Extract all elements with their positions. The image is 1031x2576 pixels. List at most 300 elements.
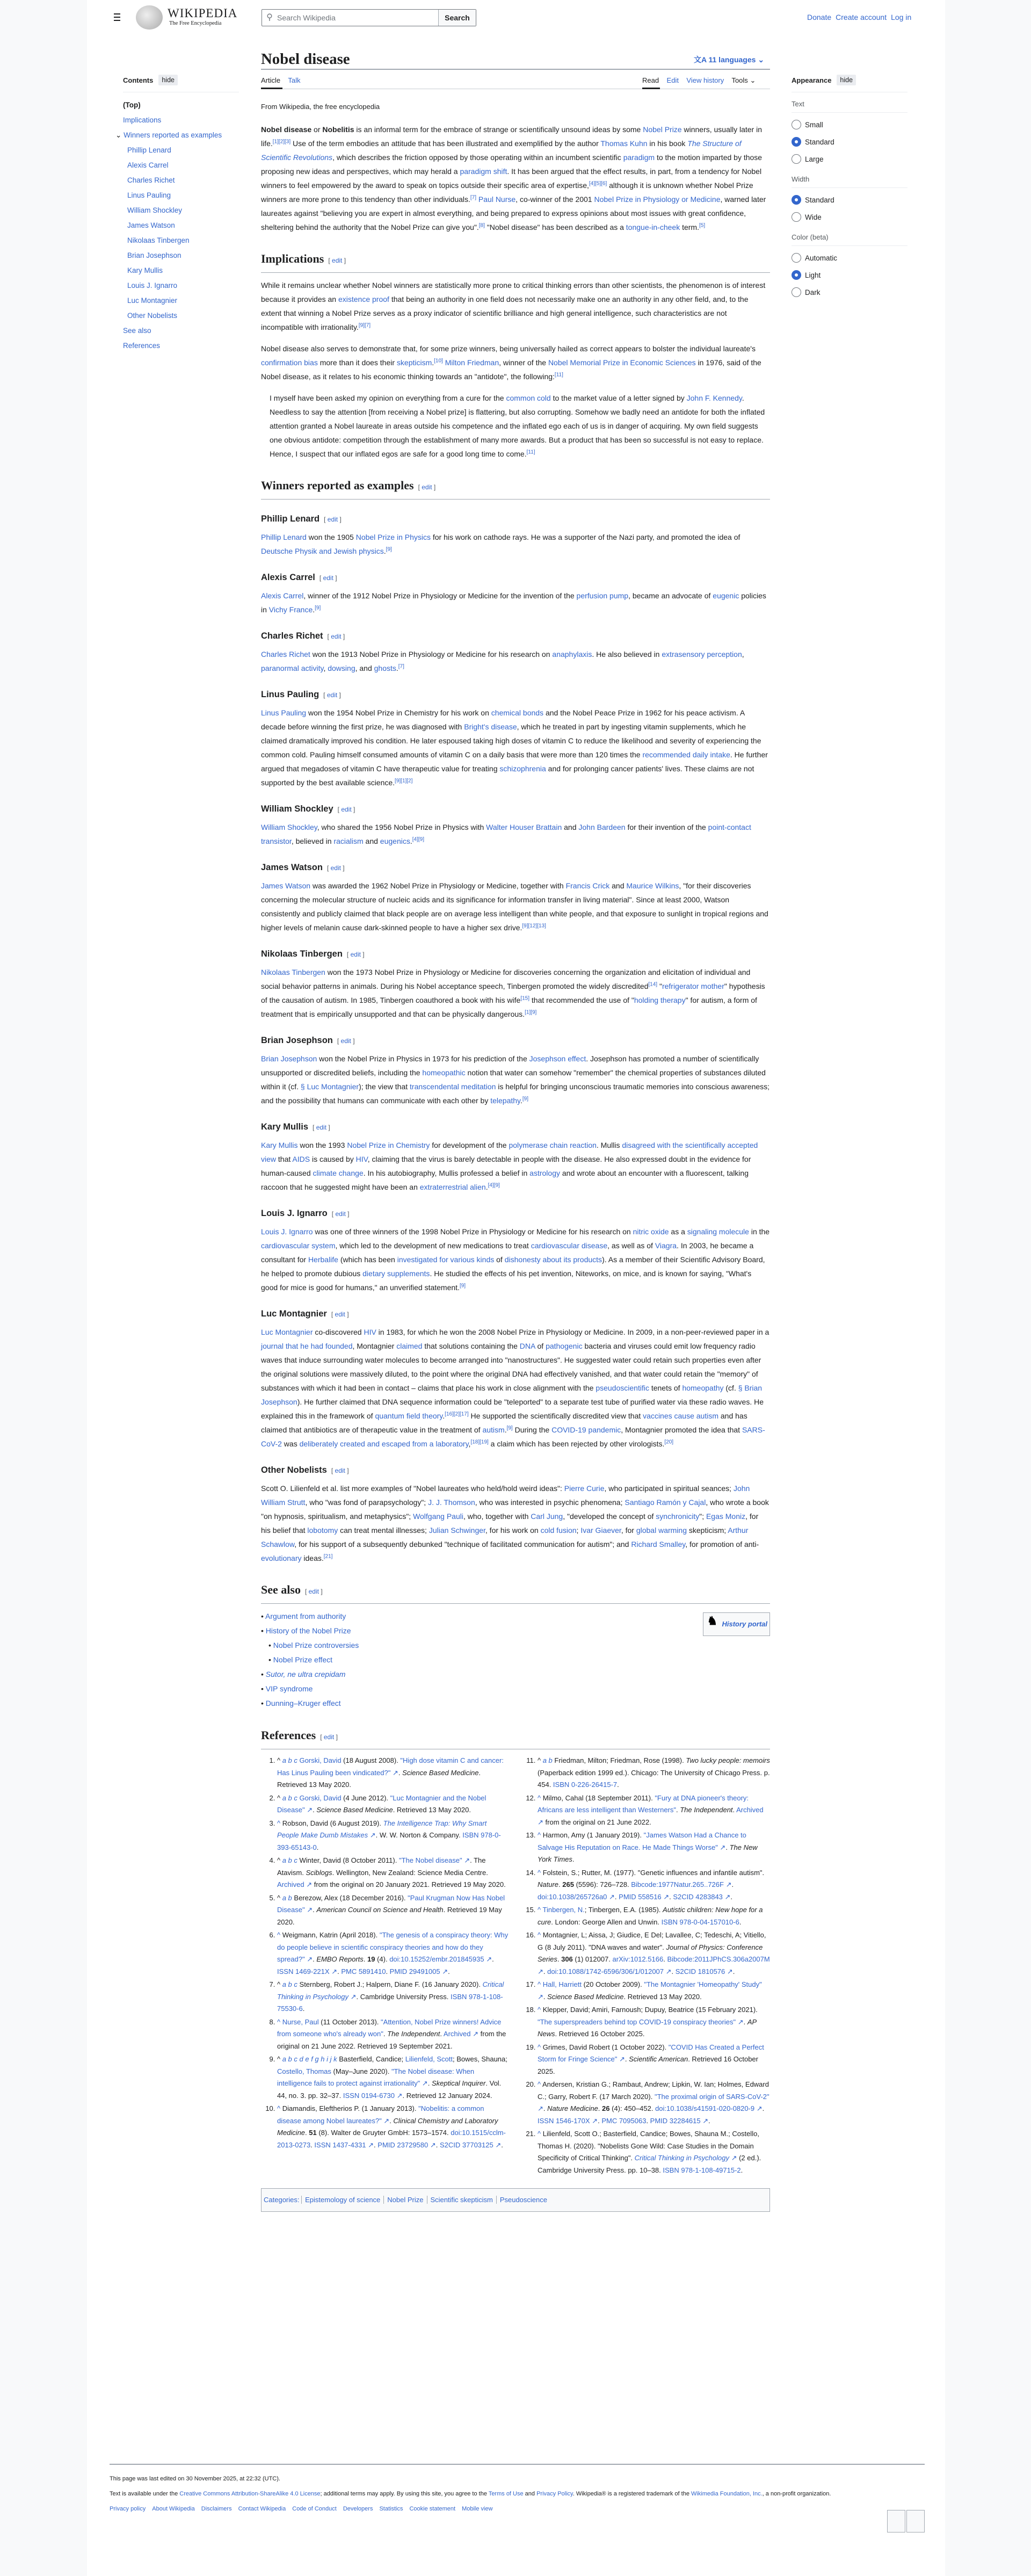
inline-link[interactable]: The Intelligence Trap: Why Smart People Make Dumb Mistakes ↗ — [277, 1819, 487, 1839]
inline-link[interactable]: Terms of Use — [488, 2491, 524, 2497]
citation[interactable]: [4][9] — [412, 836, 424, 843]
inline-link[interactable]: "Fury at DNA pioneer's theory: Africans are less intelligent than Westerners" — [538, 1793, 749, 1814]
inline-link[interactable]: Archived ↗ — [443, 2030, 479, 2038]
inline-link[interactable]: SARS-CoV-2 — [261, 1426, 765, 1448]
inline-link[interactable]: ghosts — [374, 664, 396, 672]
inline-link[interactable]: "James Watson Had a Chance to Salvage His Reputation on Race. He Made Things Worse" ↗ — [538, 1831, 746, 1851]
inline-link[interactable]: lobotomy — [307, 1526, 338, 1535]
inline-link[interactable]: ^ — [538, 2006, 541, 2014]
citation[interactable]: [8] — [478, 222, 485, 229]
inline-link[interactable]: paradigm — [623, 153, 655, 162]
citation[interactable]: [5] — [699, 222, 706, 229]
search-box[interactable] — [262, 9, 476, 26]
footer-link[interactable]: Disclaimers — [201, 2506, 232, 2512]
inline-link[interactable]: Josephson effect — [529, 1054, 586, 1063]
inline-link[interactable]: Milton Friedman — [445, 358, 499, 367]
citation[interactable]: [11] — [526, 449, 535, 455]
inline-link[interactable]: Bibcode:1977Natur.265..726F ↗ — [631, 1880, 732, 1888]
inline-link[interactable]: Nobel Prize in Physics — [355, 533, 431, 541]
inline-link[interactable]: disagreed with the scientifically accepted view — [261, 1141, 758, 1163]
inline-link[interactable]: Carl Jung — [531, 1512, 563, 1521]
inline-link[interactable]: schizophrenia — [499, 764, 546, 773]
inline-link[interactable]: ISBN 978-1-108-75530-6 — [277, 1992, 503, 2013]
edit-link[interactable]: edit — [323, 1733, 335, 1741]
inline-link[interactable]: doi:10.1038/s41591-020-0820-9 ↗ — [655, 2104, 763, 2112]
inline-link[interactable]: ^ — [538, 2043, 541, 2051]
inline-link[interactable]: DNA — [519, 1342, 535, 1350]
inline-link[interactable]: evolutionary — [261, 1554, 302, 1562]
inline-link[interactable]: investigated for various kinds — [397, 1255, 495, 1264]
inline-link[interactable]: Nobel Prize — [643, 125, 682, 134]
inline-link[interactable]: signaling molecule — [687, 1227, 749, 1236]
citation[interactable]: [1][2][3] — [272, 139, 291, 145]
inline-link[interactable]: Thomas Kuhn — [600, 139, 648, 148]
inline-link[interactable]: polymerase chain reaction — [509, 1141, 597, 1149]
inline-link[interactable]: anaphylaxis — [552, 650, 592, 659]
see-also-link[interactable]: Nobel Prize controversies — [273, 1641, 359, 1649]
inline-link[interactable]: § Brian Josephson — [261, 1384, 763, 1406]
edit-link[interactable]: edit — [340, 1037, 351, 1045]
inline-link[interactable]: holding therapy — [634, 996, 686, 1004]
language-button[interactable] — [694, 54, 764, 65]
search-input[interactable]: Search Wikipedia — [277, 13, 336, 22]
inline-link[interactable]: paradigm shift — [460, 167, 507, 176]
edit-section-link[interactable]: [ edit ] — [326, 864, 345, 872]
create-account-link[interactable]: Create account — [836, 13, 887, 21]
inline-link[interactable]: "Attention, Nobel Prize winners! Advice from someone who's already won" — [277, 2017, 502, 2038]
inline-link[interactable]: homeopathy — [682, 1384, 724, 1392]
edit-link[interactable]: edit — [323, 574, 333, 582]
edit-section-link[interactable]: [ edit ] — [304, 1588, 323, 1595]
edit-link[interactable]: edit — [335, 1467, 345, 1474]
inline-link[interactable]: eugenic — [713, 591, 739, 600]
inline-link[interactable]: skepticism — [396, 358, 432, 367]
inline-link[interactable]: AIDS — [292, 1155, 310, 1163]
inline-link[interactable]: Vichy France — [268, 605, 313, 614]
inline-link[interactable]: "The Montagnier 'Homeopathy' Study" ↗ — [538, 1980, 762, 2001]
inline-link[interactable]: extrasensory perception — [662, 650, 742, 659]
inline-link[interactable]: recommended daily intake — [642, 750, 730, 759]
footer-link[interactable]: About Wikipedia — [152, 2506, 195, 2512]
inline-link[interactable]: "COVID Has Created a Perfect Storm for Fringe Science" ↗ — [538, 2043, 764, 2063]
inline-link[interactable]: Viagra — [655, 1241, 677, 1250]
inline-link[interactable]: Tinbergen, N. — [542, 1906, 585, 1914]
citation[interactable]: [9][12][13] — [522, 923, 546, 929]
inline-link[interactable]: Alexis Carrel — [261, 591, 304, 600]
inline-link[interactable]: "The superspreaders behind top COVID-19 conspiracy theories" ↗ — [538, 2017, 744, 2026]
inline-link[interactable]: ^ — [538, 2080, 541, 2088]
edit-link[interactable]: edit — [308, 1588, 319, 1595]
edit-link[interactable]: edit — [326, 691, 338, 699]
inline-link[interactable]: extraterrestrial alien — [419, 1183, 486, 1191]
toc-item[interactable] — [123, 143, 239, 158]
inline-link[interactable]: Herbalife — [308, 1255, 338, 1264]
citation[interactable]: [7] — [398, 663, 404, 670]
inline-link[interactable]: ^ — [277, 2017, 281, 2026]
citation[interactable]: [9][7] — [358, 322, 371, 329]
inline-link[interactable]: COVID-19 pandemic — [551, 1426, 621, 1434]
footer-link[interactable]: Statistics — [379, 2506, 403, 2512]
toc-item[interactable] — [123, 293, 239, 308]
footer-link[interactable]: Developers — [343, 2506, 373, 2512]
inline-link[interactable]: ISBN 0-226-26415-7 — [553, 1781, 618, 1789]
edit-link[interactable]: edit — [331, 633, 342, 640]
inline-link[interactable]: dietary supplements — [362, 1269, 430, 1278]
inline-link[interactable]: pseudoscientific — [596, 1384, 649, 1392]
toc-item[interactable] — [123, 263, 239, 278]
inline-link[interactable]: Archived ↗ — [277, 1880, 313, 1888]
wikipedia-globe-logo[interactable] — [136, 5, 163, 30]
inline-link[interactable]: Maurice Wilkins — [626, 881, 679, 890]
edit-link[interactable]: edit — [327, 516, 338, 523]
citation[interactable]: [9] — [386, 546, 392, 553]
inline-link[interactable]: pathogenic — [546, 1342, 583, 1350]
toc-item[interactable] — [115, 128, 239, 143]
inline-link[interactable]: homeopathic — [422, 1068, 466, 1077]
footer-link[interactable]: Privacy policy — [110, 2506, 146, 2512]
width-standard-radio[interactable] — [792, 191, 907, 208]
citation[interactable]: [16][2][17] — [445, 1411, 469, 1417]
edit-section-link[interactable]: [ edit ] — [346, 951, 365, 958]
inline-link[interactable]: Nobel Memorial Prize in Economic Sciences — [548, 358, 696, 367]
inline-link[interactable]: Hall, Harriett — [542, 1980, 582, 1988]
footer-link[interactable]: Code of Conduct — [292, 2506, 337, 2512]
inline-link[interactable]: cold fusion — [540, 1526, 577, 1535]
wikimedia-badge[interactable] — [887, 2510, 905, 2532]
color-light-radio[interactable] — [792, 266, 907, 284]
inline-link[interactable]: dowsing — [328, 664, 355, 672]
inline-link[interactable]: racialism — [333, 837, 364, 845]
inline-link[interactable]: Wolfgang Pauli — [413, 1512, 463, 1521]
inline-link[interactable]: Gorski, David — [299, 1756, 342, 1764]
inline-link[interactable]: autism — [482, 1426, 505, 1434]
inline-link[interactable]: existence proof — [338, 295, 389, 303]
inline-link[interactable]: Bright's disease — [464, 722, 517, 731]
inline-link[interactable]: Lilienfeld, Scott — [405, 2055, 453, 2063]
footer-link[interactable]: Cookie statement — [409, 2506, 456, 2512]
inline-link[interactable]: a b c — [282, 1793, 297, 1802]
text-size-large-radio[interactable] — [792, 150, 907, 168]
inline-link[interactable]: Privacy Policy — [536, 2491, 573, 2497]
donate-link[interactable]: Donate — [807, 13, 832, 21]
inline-link[interactable]: Santiago Ramón y Cajal — [625, 1498, 706, 1507]
inline-link[interactable]: chemical bonds — [491, 708, 544, 717]
toc-item[interactable] — [123, 233, 239, 248]
inline-link[interactable]: "The Nobel disease" ↗ — [398, 1856, 470, 1864]
inline-link[interactable]: Critical Thinking in Psychology ↗ — [634, 2154, 737, 2162]
inline-link[interactable]: doi:10.1038/265726a0 ↗ — [538, 1892, 615, 1901]
inline-link[interactable]: Francis Crick — [565, 881, 610, 890]
inline-link[interactable]: a b — [542, 1756, 553, 1764]
inline-link[interactable]: ^ — [538, 1793, 541, 1802]
toc-item[interactable] — [123, 113, 239, 128]
citation[interactable]: [20] — [664, 1439, 674, 1445]
category-link[interactable]: Epistemology of science — [305, 2196, 381, 2204]
inline-link[interactable]: perfusion pump — [576, 591, 629, 600]
edit-section-link[interactable]: [ edit ] — [337, 806, 355, 813]
inline-link[interactable]: James Watson — [261, 881, 311, 890]
inline-link[interactable]: Ivar Giaever — [580, 1526, 621, 1535]
inline-link[interactable]: transcendental meditation — [410, 1082, 496, 1091]
citation[interactable]: [9][1][2] — [395, 778, 413, 784]
inline-link[interactable]: Egas Moniz — [706, 1512, 746, 1521]
inline-link[interactable]: Creative Commons Attribution-ShareAlike 4.0 License — [179, 2491, 321, 2497]
inline-link[interactable]: John F. Kennedy — [686, 394, 742, 402]
inline-link[interactable]: William Shockley — [261, 823, 317, 831]
inline-link[interactable]: "Paul Krugman Now Has Nobel Disease" ↗ — [277, 1893, 505, 1914]
toc-item[interactable] — [123, 173, 239, 188]
edit-section-link[interactable]: [ edit ] — [319, 574, 337, 582]
citation[interactable]: [18][19] — [470, 1439, 489, 1445]
see-also-link[interactable]: Dunning–Kruger effect — [265, 1699, 341, 1707]
tools-menu[interactable] — [731, 76, 756, 84]
citation[interactable]: [1][9] — [525, 1009, 537, 1016]
categories-label[interactable]: Categories: — [264, 2196, 300, 2204]
edit-link[interactable]: edit — [341, 806, 352, 813]
inline-link[interactable]: paranormal activity — [261, 664, 324, 672]
inline-link[interactable]: PMC 7095063 — [601, 2116, 647, 2125]
inline-link[interactable]: Phillip Lenard — [261, 533, 307, 541]
inline-link[interactable]: tongue-in-cheek — [626, 223, 680, 231]
toc-item[interactable] — [123, 338, 239, 353]
log-in-link[interactable]: Log in — [891, 13, 912, 21]
inline-link[interactable]: Julian Schwinger — [429, 1526, 485, 1535]
inline-link[interactable]: "The proximal origin of SARS-CoV-2" ↗ — [538, 2092, 769, 2112]
toc-item[interactable] — [123, 278, 239, 293]
citation[interactable]: [21] — [323, 1553, 333, 1560]
inline-link[interactable]: refrigerator mother — [662, 982, 724, 990]
inline-link[interactable]: dishonesty about its products — [504, 1255, 602, 1264]
see-also-link[interactable]: VIP syndrome — [265, 1684, 313, 1693]
inline-link[interactable]: Bibcode:2011JPhCS.306a2007M ↗ — [538, 1955, 770, 1976]
inline-link[interactable]: telepathy — [490, 1096, 521, 1105]
inline-link[interactable]: climate change — [313, 1169, 364, 1177]
inline-link[interactable]: J. J. Thomson — [428, 1498, 475, 1507]
inline-link[interactable]: a b c — [282, 1980, 297, 1988]
inline-link[interactable]: Deutsche Physik and Jewish physics — [261, 547, 384, 555]
toc-hide-button[interactable]: hide — [158, 75, 178, 85]
inline-link[interactable]: Wikimedia Foundation, Inc. — [691, 2491, 763, 2497]
inline-link[interactable]: cardiovascular system — [261, 1241, 336, 1250]
edit-section-link[interactable]: [ edit ] — [320, 1733, 338, 1741]
inline-link[interactable]: point-contact transistor — [261, 823, 751, 845]
main-menu-icon[interactable] — [114, 13, 122, 23]
edit-section-link[interactable]: [ edit ] — [331, 1210, 350, 1218]
inline-link[interactable]: doi:10.1088/1742-6596/306/1/012007 ↗ — [547, 1967, 672, 1976]
inline-link[interactable]: HIV — [355, 1155, 368, 1163]
inline-link[interactable]: Costello, Thomas — [277, 2067, 331, 2075]
inline-link[interactable]: Walter Houser Brattain — [486, 823, 562, 831]
inline-link[interactable]: PMC 5891410 — [341, 1967, 386, 1976]
inline-link[interactable]: ^ — [538, 2130, 541, 2138]
inline-link[interactable]: John William Strutt — [261, 1484, 750, 1507]
inline-link[interactable]: HIV — [364, 1328, 376, 1336]
inline-link[interactable]: ^ — [277, 1931, 281, 1939]
edit-section-link[interactable]: [ edit ] — [328, 257, 346, 264]
inline-link[interactable]: S2CID 37703125 ↗ — [439, 2140, 502, 2149]
inline-link[interactable]: "Nobelitis: a common disease among Nobel laureates?" ↗ — [277, 2104, 484, 2125]
inline-link[interactable]: ISSN 1469-221X ↗ — [277, 1967, 338, 1976]
toc-item[interactable] — [123, 323, 239, 338]
toc-item[interactable] — [123, 248, 239, 263]
inline-link[interactable]: Nikolaas Tinbergen — [261, 968, 325, 976]
see-also-link[interactable]: History of the Nobel Prize — [265, 1626, 351, 1635]
inline-link[interactable]: cardiovascular disease — [531, 1241, 608, 1250]
citation[interactable]: [15] — [520, 995, 529, 1002]
inline-link[interactable]: a b — [282, 1893, 292, 1902]
inline-link[interactable]: ISSN 0194-6730 ↗ — [343, 2091, 403, 2100]
inline-link[interactable]: ^ — [277, 2104, 281, 2112]
color-dark-radio[interactable] — [792, 284, 907, 301]
footer-link[interactable]: Mobile view — [462, 2506, 493, 2512]
edit-link[interactable]: edit — [335, 1311, 345, 1318]
toc-item[interactable] — [123, 98, 239, 113]
inline-link[interactable]: ISSN 1437-4331 ↗ — [314, 2140, 374, 2149]
toc-item[interactable] — [123, 218, 239, 233]
inline-link[interactable]: a b c — [282, 1856, 297, 1864]
inline-link[interactable]: ^ — [538, 1906, 541, 1914]
inline-link[interactable]: astrology — [529, 1169, 560, 1177]
inline-link[interactable]: Nobel Prize in Physiology or Medicine — [594, 195, 721, 204]
search-button[interactable]: Search — [438, 10, 476, 26]
edit-section-link[interactable]: [ edit ] — [313, 1124, 330, 1131]
citation[interactable]: [7] — [470, 194, 477, 201]
inline-link[interactable]: ISSN 1546-170X ↗ — [538, 2116, 598, 2125]
category-link[interactable]: Scientific skepticism — [430, 2196, 493, 2204]
citation[interactable]: [9] — [459, 1283, 466, 1289]
edit-section-link[interactable]: [ edit ] — [331, 1467, 349, 1474]
edit-link[interactable]: edit — [422, 483, 432, 491]
width-wide-radio[interactable] — [792, 208, 907, 226]
edit-section-link[interactable]: [ edit ] — [327, 633, 345, 640]
inline-link[interactable]: ^ — [538, 1931, 541, 1939]
edit-section-link[interactable]: [ edit ] — [331, 1311, 349, 1318]
edit-link[interactable]: edit — [350, 951, 361, 958]
inline-link[interactable]: Kary Mullis — [261, 1141, 298, 1149]
inline-link[interactable]: Richard Smalley — [631, 1540, 686, 1549]
inline-link[interactable]: Luc Montagnier — [261, 1328, 313, 1336]
inline-link[interactable]: global warming — [636, 1526, 687, 1535]
inline-link[interactable]: Critical Thinking in Psychology ↗ — [277, 1980, 504, 2001]
appearance-hide-button[interactable]: hide — [837, 75, 856, 85]
inline-link[interactable]: Arthur Schawlow — [261, 1526, 749, 1549]
inline-link[interactable]: PMID 558516 ↗ — [619, 1892, 670, 1901]
inline-link[interactable]: ^ — [277, 1819, 281, 1827]
inline-link[interactable]: Charles Richet — [261, 650, 310, 659]
color-automatic-radio[interactable] — [792, 249, 907, 266]
inline-link[interactable]: arXiv:1012.5166 — [612, 1955, 664, 1963]
edit-link[interactable]: edit — [316, 1124, 327, 1131]
inline-link[interactable]: ^ — [538, 1868, 541, 1877]
inline-link[interactable]: S2CID 1810576 ↗ — [675, 1967, 733, 1976]
inline-link[interactable]: "High dose vitamin C and cancer: Has Linus Pauling been vindicated?" ↗ — [277, 1756, 504, 1777]
see-also-link[interactable]: Sutor, ne ultra crepidam — [265, 1670, 346, 1678]
inline-link[interactable]: Linus Pauling — [261, 708, 307, 717]
toc-item[interactable] — [123, 188, 239, 203]
citation[interactable]: [14] — [648, 981, 658, 988]
toc-item[interactable] — [123, 308, 239, 323]
inline-link[interactable]: nitric oxide — [633, 1227, 669, 1236]
inline-link[interactable]: common cold — [506, 394, 551, 402]
inline-link[interactable]: doi:10.1515/cclm-2013-0273 — [277, 2129, 506, 2149]
inline-link[interactable]: The Structure of Scientific Revolutions — [261, 139, 742, 162]
inline-link[interactable]: John Bardeen — [578, 823, 626, 831]
inline-link[interactable]: ^ — [538, 1831, 541, 1839]
inline-link[interactable]: vaccines cause autism — [643, 1412, 718, 1420]
inline-link[interactable]: ISBN 978-1-108-49715-2 — [663, 2166, 741, 2174]
citation[interactable]: [4][5][6] — [589, 180, 607, 187]
wikipedia-wordmark[interactable]: WIKIPEDIA — [168, 6, 238, 20]
inline-link[interactable]: deliberately created and escaped from a laboratory — [299, 1439, 469, 1448]
inline-link[interactable]: eugenics — [380, 837, 410, 845]
inline-link[interactable]: Gorski, David — [299, 1793, 342, 1802]
inline-link[interactable]: PMID 29491005 ↗ — [389, 1967, 448, 1976]
inline-link[interactable]: Archived ↗ — [538, 1806, 764, 1826]
inline-link[interactable]: Louis J. Ignarro — [261, 1227, 313, 1236]
inline-link[interactable]: Nurse, Paul — [282, 2017, 319, 2026]
chevron-down-icon[interactable]: ⌄ — [115, 131, 124, 139]
footer-link[interactable]: Contact Wikipedia — [238, 2506, 286, 2512]
inline-link[interactable]: "Luc Montagnier and the Nobel Disease" ↗ — [277, 1793, 487, 1814]
category-link[interactable]: Pseudoscience — [499, 2196, 547, 2204]
see-also-link[interactable]: Argument from authority — [265, 1612, 346, 1620]
edit-section-link[interactable]: [ edit ] — [324, 516, 342, 523]
edit-section-link[interactable]: [ edit ] — [323, 691, 341, 699]
toc-item[interactable] — [123, 203, 239, 218]
citation[interactable]: [9] — [506, 1425, 513, 1431]
inline-link[interactable]: Pierre Curie — [564, 1484, 605, 1493]
inline-link[interactable]: § Luc Montagnier — [300, 1082, 359, 1091]
category-link[interactable]: Nobel Prize — [387, 2196, 424, 2204]
tab-view-history[interactable]: View history — [686, 76, 724, 84]
inline-link[interactable]: Nobel Prize in Chemistry — [347, 1141, 430, 1149]
inline-link[interactable]: ISBN 978-0-393-65143-0 — [277, 1831, 501, 1851]
history-portal-link[interactable]: ♞ History portal — [703, 1612, 770, 1636]
inline-link[interactable]: PMID 23729580 ↗ — [377, 2140, 436, 2149]
tab-read[interactable]: Read — [642, 76, 659, 84]
edit-section-link[interactable]: [ edit ] — [418, 483, 436, 491]
inline-link[interactable]: Paul Nurse — [478, 195, 516, 204]
edit-link[interactable]: edit — [330, 864, 341, 872]
inline-link[interactable]: ^ — [538, 1980, 541, 1988]
inline-link[interactable]: PMID 32284615 ↗ — [650, 2116, 709, 2125]
inline-link[interactable]: Brian Josephson — [261, 1054, 317, 1063]
citation[interactable]: [9] — [315, 605, 321, 611]
inline-link[interactable]: "The Nobel disease: When intelligence fails to protect against irrationality" ↗ — [277, 2067, 475, 2087]
citation[interactable]: [10] — [434, 358, 443, 364]
edit-link[interactable]: edit — [332, 257, 343, 264]
inline-link[interactable]: doi:10.15252/embr.201845935 ↗ — [389, 1955, 492, 1963]
mediawiki-badge[interactable] — [906, 2510, 925, 2532]
text-size-small-radio[interactable] — [792, 116, 907, 133]
inline-link[interactable]: S2CID 4283843 ↗ — [673, 1892, 731, 1901]
tab-edit[interactable]: Edit — [666, 76, 679, 84]
inline-link[interactable]: synchronicity — [656, 1512, 700, 1521]
edit-section-link[interactable]: [ edit ] — [337, 1037, 355, 1045]
inline-link[interactable]: quantum field theory — [375, 1412, 443, 1420]
inline-link[interactable]: journal that he had founded — [261, 1342, 353, 1350]
tab-article[interactable]: Article — [261, 76, 281, 84]
citation[interactable]: [11] — [554, 372, 563, 378]
see-also-link[interactable]: Nobel Prize effect — [273, 1655, 333, 1664]
inline-link[interactable]: claimed — [396, 1342, 423, 1350]
inline-link[interactable]: ISBN 978-0-04-157010-6 — [661, 1917, 739, 1926]
text-size-standard-radio[interactable] — [792, 133, 907, 150]
edit-link[interactable]: edit — [335, 1210, 346, 1218]
inline-link[interactable]: a b c — [282, 1756, 297, 1764]
citation[interactable]: [9] — [522, 1096, 529, 1102]
inline-link[interactable]: a b c d e f g h i j k — [282, 2055, 337, 2063]
